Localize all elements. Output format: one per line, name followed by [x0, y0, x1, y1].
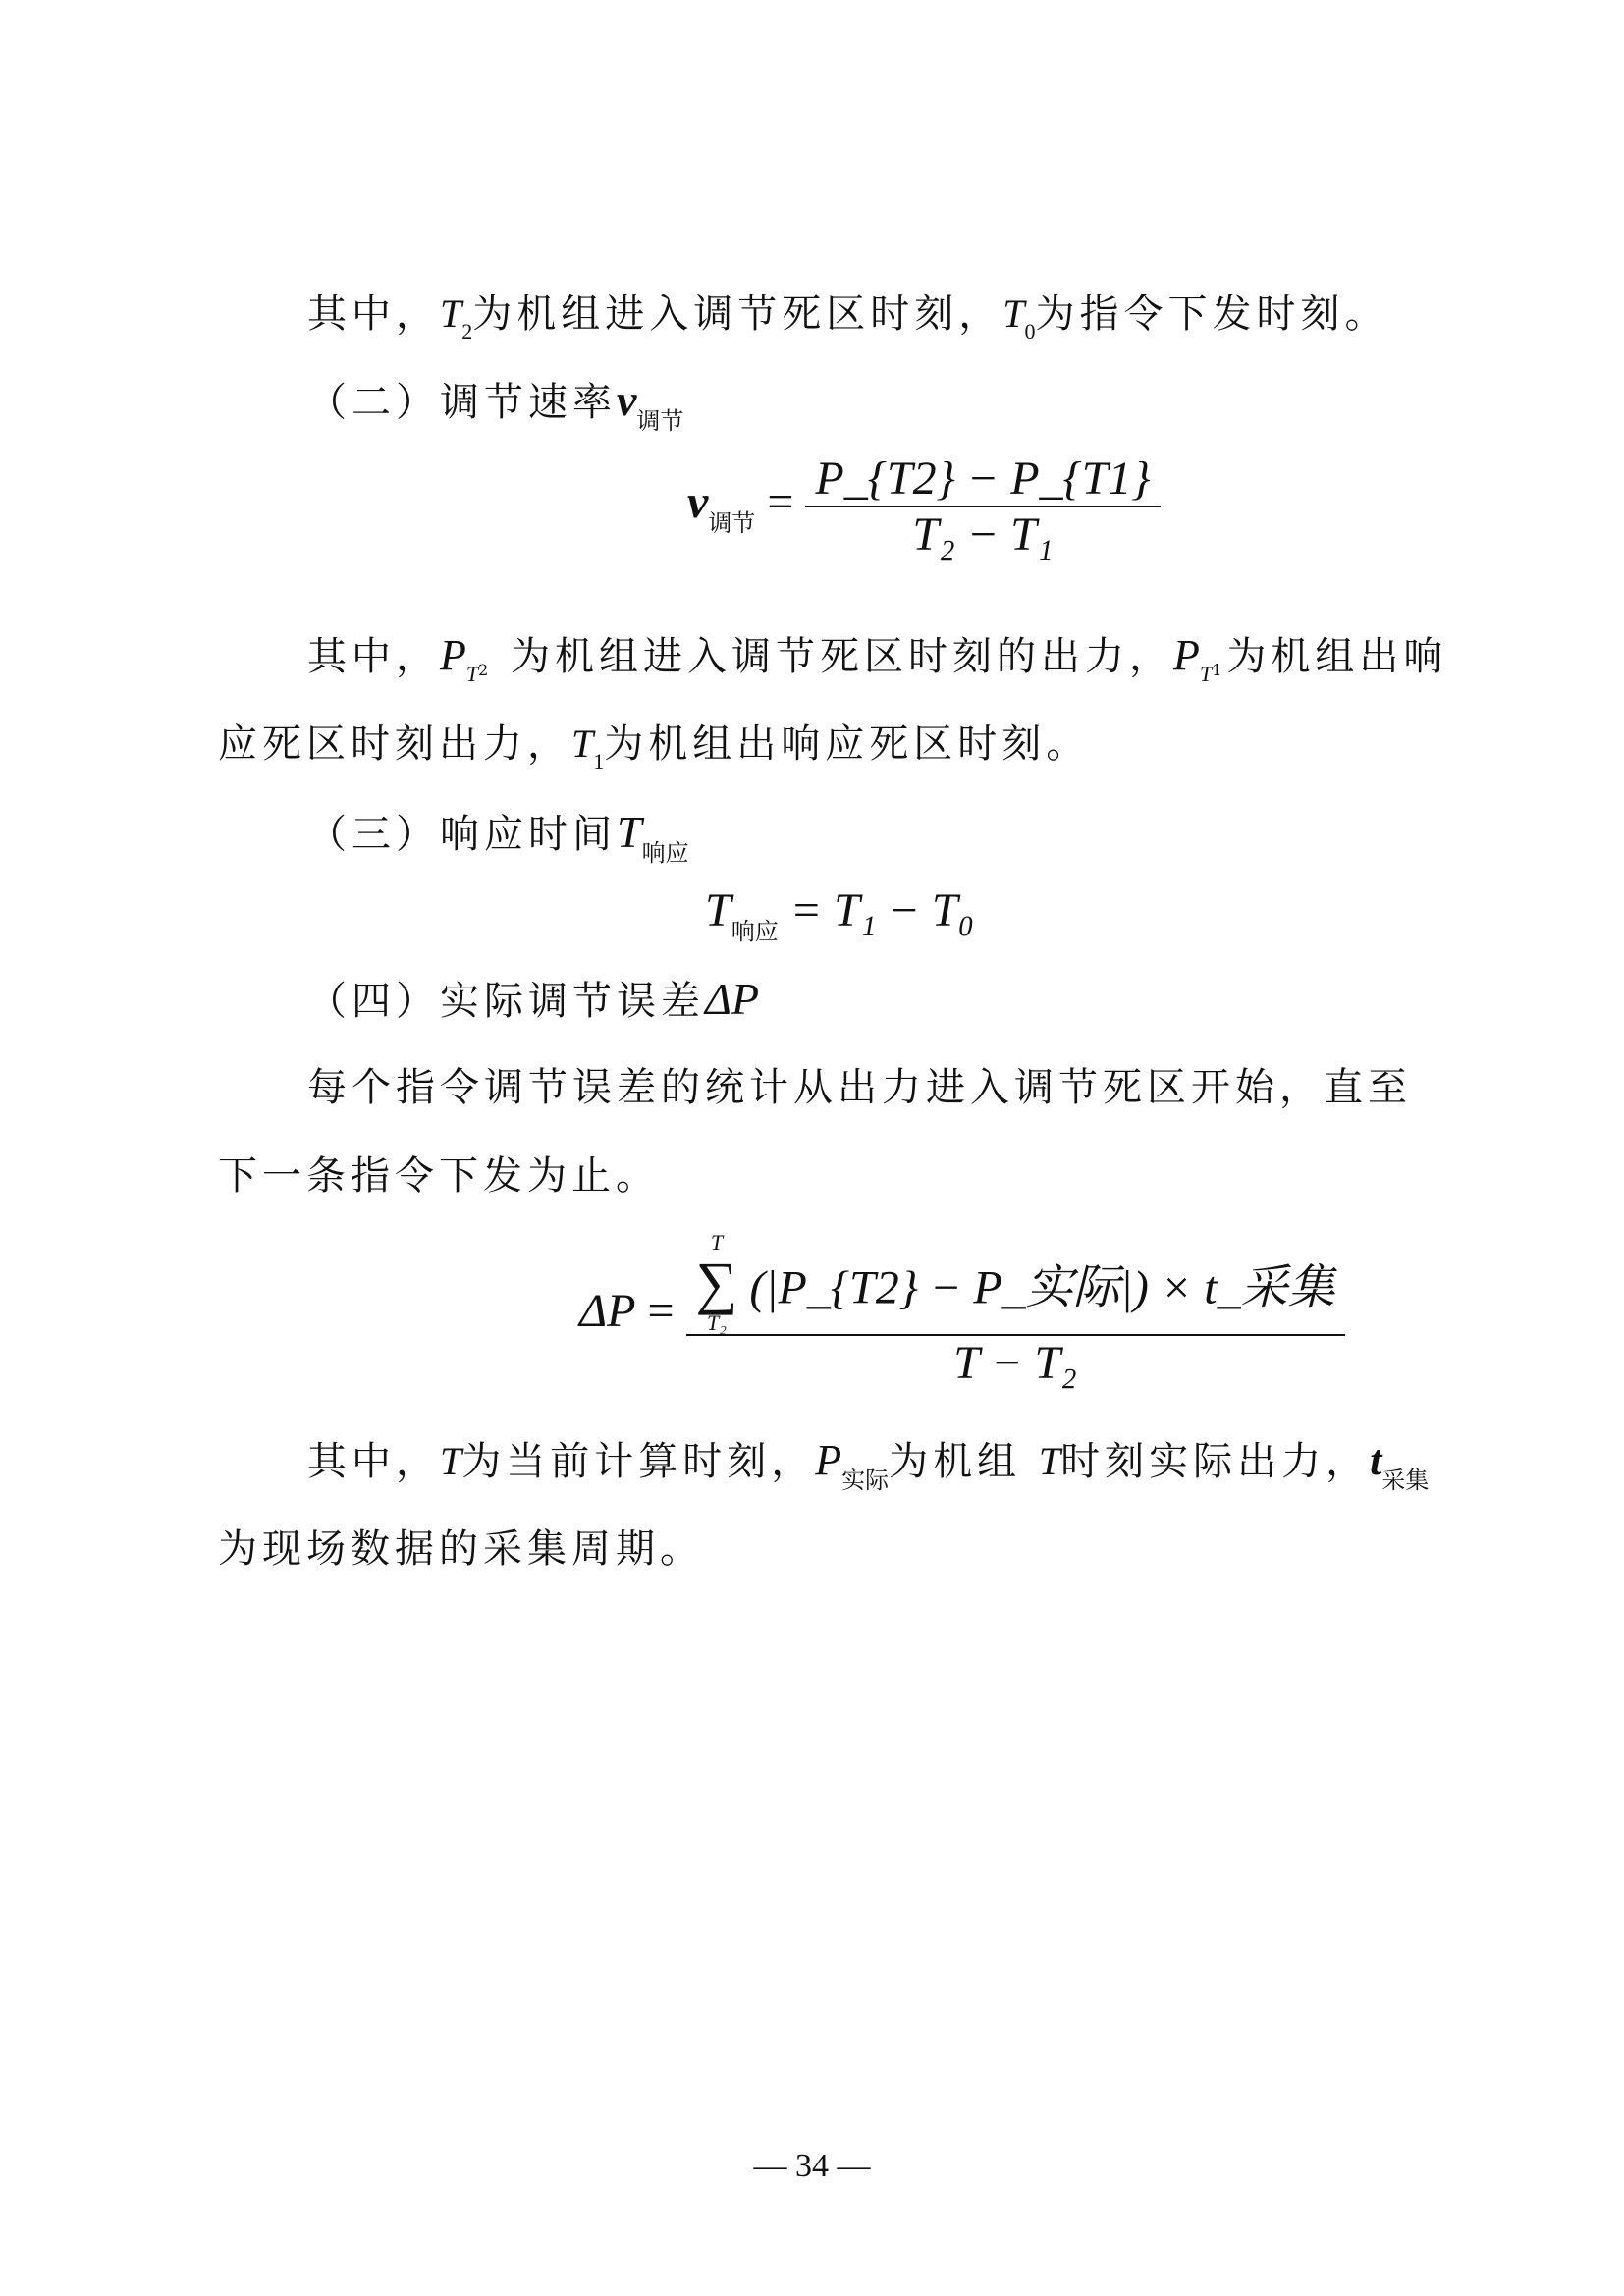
- section-heading-error: （四）实际调节误差ΔP: [307, 974, 760, 1024]
- paragraph-output-definition: 其中，$P_T2$ 为机组进入调节死区时刻的出力，$P_T1$为机组出响: [307, 631, 1448, 686]
- paragraph-output-definition-cont: 应死区时刻出力，$T_1$为机组出响应死区时刻。: [218, 721, 1091, 774]
- fraction-rate: $\frac{P\_\{T2\} - P\_\{T1\}}{\text{T₂ − T₁}}$: [805, 452, 1160, 561]
- paragraph-error-statistics-cont: 下一条指令下发为止。: [218, 1153, 660, 1199]
- section-heading-rate: （二）调节速率$v_{调节}$: [307, 375, 684, 435]
- paragraph-dead-zone-definition: 其中，$T_2$为机组进入调节死区时刻，$T_0$为指令下发时刻。: [307, 292, 1389, 344]
- paragraph-error-variables: 其中，T为当前计算时刻，$P_{实际}$为机组 T时刻实际出力，$t_{采集}$: [307, 1436, 1430, 1494]
- formula-response-time: $T_{响应} = T_1 - T_0$: [705, 884, 975, 945]
- page-number: — 34 —: [753, 2148, 871, 2184]
- formula-regulation-rate: $v_{调节}$ = $\frac{P\_\{T2\} - P\_\{T1\}}{\text{T₂ − T₁}}$: [687, 452, 1161, 561]
- paragraph-error-statistics: 每个指令调节误差的统计从出力进入调节死区开始，直至: [307, 1065, 1412, 1110]
- formula-actual-error: ΔP = T ∑ T₂ (|P_{T2} − P_实际|) × t_采集 T − T₂: [579, 1232, 1345, 1390]
- section-heading-response-time: （三）响应时间$T_{响应}$: [307, 807, 689, 867]
- fraction-error: T ∑ T₂ (|P_{T2} − P_实际|) × t_采集 T − T₂: [686, 1232, 1345, 1390]
- summation: T ∑ T₂: [695, 1230, 738, 1335]
- paragraph-error-variables-cont: 为现场数据的采集周期。: [218, 1526, 704, 1572]
